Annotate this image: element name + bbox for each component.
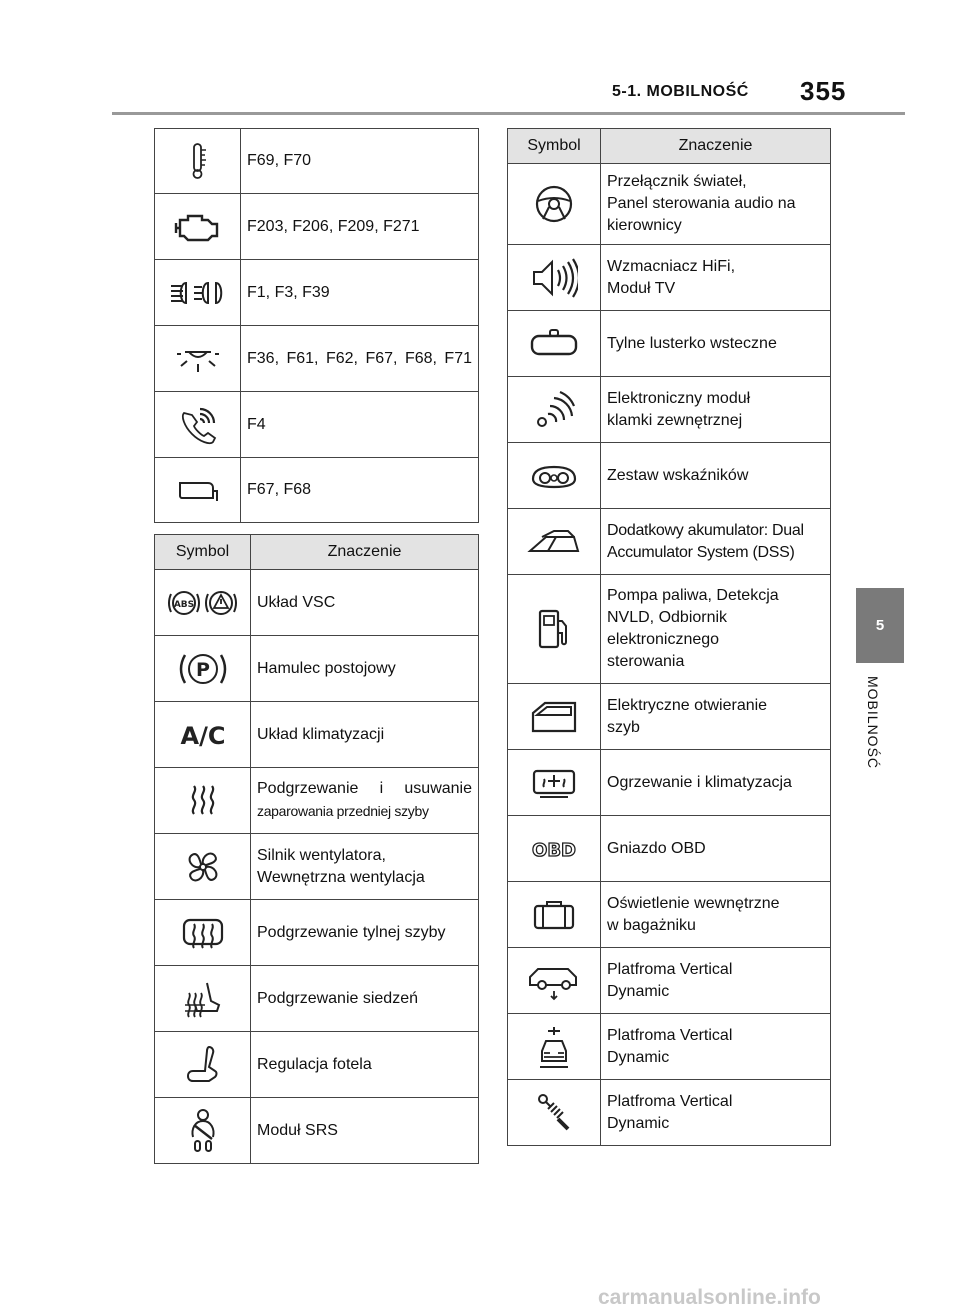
- symbol-meaning: Układ VSC: [251, 570, 479, 636]
- table-row: [508, 882, 831, 948]
- table-row: [508, 164, 831, 245]
- symbol-meaning: Gniazdo OBD: [601, 816, 831, 882]
- symbol-meaning-line2: Panel sterowania audio na: [607, 195, 796, 212]
- symbol-meaning-line2: w bagażniku: [607, 916, 696, 934]
- table-row: [155, 834, 479, 900]
- interior-light-icon: [175, 342, 221, 376]
- symbol-meaning: Ogrzewanie i klimatyzacja: [601, 750, 831, 816]
- symbol-meaning-line2: Dynamic: [607, 982, 670, 1000]
- symbol-meaning: Platfroma Vertical: [607, 1026, 733, 1044]
- table-row: [155, 458, 479, 523]
- suspension-car-icon: [536, 1025, 572, 1069]
- chapter-tab-label: MOBILNOŚĆ: [865, 676, 881, 770]
- seat-adjust-icon: [181, 1043, 225, 1087]
- column-header-meaning: Znaczenie: [251, 535, 479, 570]
- symbol-meaning-line2: Accumulator System (DSS): [607, 543, 795, 561]
- thermometer-icon: [183, 141, 213, 181]
- table-row: [508, 1080, 831, 1146]
- ac-icon: [179, 720, 227, 750]
- table-row: [508, 377, 831, 443]
- table-row: [508, 1014, 831, 1080]
- fuse-table: [154, 128, 479, 523]
- section-title: 5-1. MOBILNOŚĆ: [612, 83, 749, 100]
- heating-ac-icon: [530, 767, 578, 799]
- column-header-symbol: Symbol: [508, 129, 601, 164]
- door-handle-wireless-icon: [532, 388, 576, 432]
- table-row: [508, 948, 831, 1014]
- symbol-meaning: Układ klimatyzacji: [251, 702, 479, 768]
- shock-absorber-icon: [534, 1091, 574, 1135]
- symbol-meaning-line2: NVLD, Odbiornik: [607, 609, 728, 626]
- rear-defrost-icon: [181, 916, 225, 950]
- vehicle-height-icon: [526, 961, 582, 1001]
- car-battery-icon: [526, 527, 582, 557]
- table-row: [508, 750, 831, 816]
- svg-text:OBD: OBD: [532, 839, 576, 861]
- table-row: [508, 509, 831, 575]
- srs-airbag-icon: [183, 1107, 223, 1155]
- chapter-tab[interactable]: 5: [856, 588, 904, 663]
- table-row: [155, 129, 479, 194]
- symbol-meaning-line3: elektronicznego: [607, 631, 720, 648]
- table-row: [508, 245, 831, 311]
- engine-check-icon: [174, 210, 222, 244]
- fuse-label: F67, F68: [241, 458, 479, 523]
- symbol-meaning-line2: Dynamic: [607, 1114, 670, 1132]
- table-row: [508, 816, 831, 882]
- svg-text:A/C: A/C: [180, 721, 225, 750]
- table-row: [155, 1032, 479, 1098]
- symbol-meaning: Elektroniczny moduł: [607, 389, 751, 407]
- symbol-meaning: Przełącznik świateł,: [607, 173, 747, 190]
- fuse-label: F4: [241, 392, 479, 458]
- fuse-label: F203, F206, F209, F271: [241, 194, 479, 260]
- symbol-meaning: Zestaw wskaźników: [601, 443, 831, 509]
- table-row: [508, 311, 831, 377]
- windshield-defrost-icon: [186, 784, 220, 818]
- symbol-meaning-line2: Moduł TV: [607, 279, 676, 297]
- watermark: carmanualsonline.info: [598, 1286, 821, 1309]
- fuel-pump-icon: [536, 607, 572, 651]
- fan-icon: [183, 847, 223, 887]
- table-row: [155, 702, 479, 768]
- symbol-meaning: Elektryczne otwieranie: [607, 696, 768, 714]
- parking-brake-icon: [177, 647, 229, 691]
- symbol-meaning: Podgrzewanie i usuwanie: [257, 780, 472, 797]
- trunk-light-icon: [531, 898, 577, 932]
- table-header-row: [155, 535, 479, 570]
- mirror-icon: [176, 475, 220, 505]
- table-row: [155, 570, 479, 636]
- table-row: [155, 260, 479, 326]
- column-header-symbol: Symbol: [155, 535, 251, 570]
- table-row: [155, 1098, 479, 1164]
- power-window-icon: [529, 699, 579, 735]
- table-row: [155, 900, 479, 966]
- table-row: [508, 443, 831, 509]
- symbol-meaning: Pompa paliwa, Detekcja: [607, 587, 779, 604]
- rearview-mirror-icon: [528, 327, 580, 361]
- instrument-cluster-icon: [529, 461, 579, 491]
- seat-heater-icon: [181, 977, 225, 1021]
- fuse-label: F1, F3, F39: [241, 260, 479, 326]
- symbol-meaning-line2: Dynamic: [607, 1048, 670, 1066]
- symbol-meaning: Moduł SRS: [251, 1098, 479, 1164]
- symbol-meaning: Platfroma Vertical: [607, 1092, 733, 1110]
- symbol-meaning: Regulacja fotela: [251, 1032, 479, 1098]
- symbol-meaning: Wzmacniacz HiFi,: [607, 257, 736, 275]
- symbol-meaning: Oświetlenie wewnętrzne: [607, 894, 780, 912]
- symbol-meaning-line3: kierownicy: [607, 217, 682, 234]
- abs-vsc-icon: [167, 586, 239, 620]
- table-row: [155, 326, 479, 392]
- table-row: [155, 392, 479, 458]
- table-row: [155, 966, 479, 1032]
- obd-icon: [530, 835, 578, 863]
- table-header-row: [508, 129, 831, 164]
- symbol-meaning: Silnik wentylatora,: [257, 846, 386, 864]
- steering-wheel-icon: [533, 183, 575, 225]
- svg-text:P: P: [195, 658, 210, 681]
- symbol-meaning: Podgrzewanie tylnej szyby: [251, 900, 479, 966]
- fuse-label: F36, F61, F62, F67, F68, F71: [247, 349, 472, 367]
- svg-text:ABS: ABS: [173, 599, 194, 610]
- symbol-table-left: [154, 534, 479, 1164]
- symbol-meaning-line4: sterowania: [607, 653, 685, 670]
- phone-icon: [176, 403, 220, 447]
- table-row: [155, 636, 479, 702]
- symbol-meaning-line2: Wewnętrzna wentylacja: [257, 868, 425, 886]
- symbol-meaning-line2: klamki zewnętrznej: [607, 411, 743, 429]
- column-header-meaning: Znaczenie: [601, 129, 831, 164]
- symbol-meaning: Dodatkowy akumulator: Dual: [607, 521, 804, 539]
- symbol-meaning: Podgrzewanie siedzeń: [251, 966, 479, 1032]
- page-number: 355: [800, 76, 847, 106]
- table-row: [508, 575, 831, 684]
- header-divider: [112, 112, 905, 115]
- fuse-label: F69, F70: [241, 129, 479, 194]
- symbol-meaning: Hamulec postojowy: [251, 636, 479, 702]
- speaker-icon: [530, 256, 578, 300]
- table-row: [155, 194, 479, 260]
- symbol-meaning: Tylne lusterko wsteczne: [601, 311, 831, 377]
- table-row: [508, 684, 831, 750]
- symbol-meaning: Platfroma Vertical: [607, 960, 733, 978]
- symbol-meaning-line2: zaparowania przedniej szyby: [257, 803, 429, 819]
- table-row: [155, 768, 479, 834]
- headlights-icon: [168, 278, 228, 308]
- symbol-table-right: [507, 128, 831, 1146]
- symbol-meaning-line2: szyb: [607, 718, 640, 736]
